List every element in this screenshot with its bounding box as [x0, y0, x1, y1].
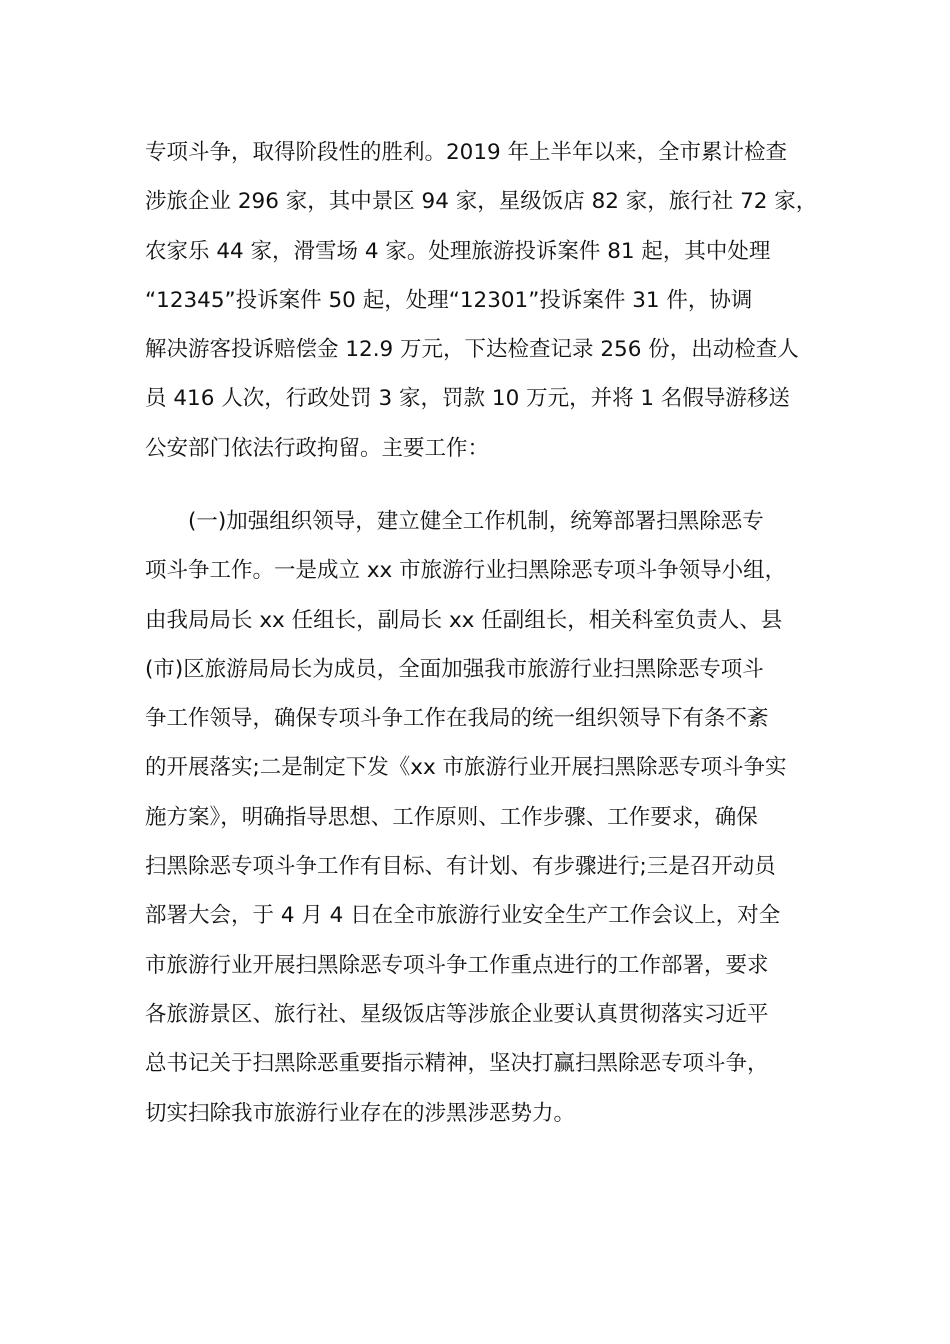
text-line: 专项斗争，取得阶段性的胜利。2019 年上半年以来，全市累计检查 [145, 140, 788, 165]
paragraph-summary [145, 128, 818, 473]
text-line: 争工作领导，确保专项斗争工作在我局的统一组织领导下有条不紊 [145, 706, 769, 732]
text-line: 解决游客投诉赔偿金 12.9 万元，下达检查记录 256 份，出动检查人 [145, 337, 799, 363]
text-line: 扫黑除恶专项斗争工作有目标、有计划、有步骤进行;三是召开动员 [145, 854, 776, 880]
text-line: (市)区旅游局局长为成员，全面加强我市旅游行业扫黑除恶专项斗 [145, 656, 764, 682]
paragraph-section-1 [145, 497, 815, 1138]
text-line: 切实扫除我市旅游行业存在的涉黑涉恶势力。 [145, 1100, 576, 1126]
text-line: 总书记关于扫黑除恶重要指示精神，坚决打赢扫黑除恶专项斗争， [145, 1051, 769, 1077]
text-line: 由我局局长 xx 任组长，副局长 xx 任副组长，相关科室负责人、县 [145, 607, 783, 633]
text-line: “12345”投诉案件 50 起，处理“12301”投诉案件 31 件，协调 [145, 287, 753, 313]
text-line: 农家乐 44 家，滑雪场 4 家。处理旅游投诉案件 81 起，其中处理 [145, 238, 771, 264]
text-line: (一)加强组织领导，建立健全工作机制，统筹部署扫黑除恶专 [145, 509, 764, 534]
text-line: 市旅游行业开展扫黑除恶专项斗争工作重点进行的工作部署，要求 [145, 952, 769, 978]
text-line: 各旅游景区、旅行社、星级饭店等涉旅企业要认真贯彻落实习近平 [145, 1001, 769, 1027]
text-line: 公安部门依法行政拘留。主要工作： [145, 435, 490, 461]
text-line: 项斗争工作。一是成立 xx 市旅游行业扫黑除恶专项斗争领导小组， [145, 558, 787, 584]
text-line: 员 416 人次，行政处罚 3 家，罚款 10 万元，并将 1 名假导游移送 [145, 386, 790, 412]
text-line: 施方案》，明确指导思想、工作原则、工作步骤、工作要求，确保 [145, 804, 758, 830]
text-line: 的开展落实;二是制定下发《xx 市旅游行业开展扫黑除恶专项斗争实 [145, 755, 787, 781]
text-line: 部署大会，于 4 月 4 日在全市旅游行业安全生产工作会议上，对全 [145, 903, 781, 929]
text-line: 涉旅企业 296 家，其中景区 94 家，星级饭店 82 家，旅行社 72 家， [145, 189, 818, 215]
